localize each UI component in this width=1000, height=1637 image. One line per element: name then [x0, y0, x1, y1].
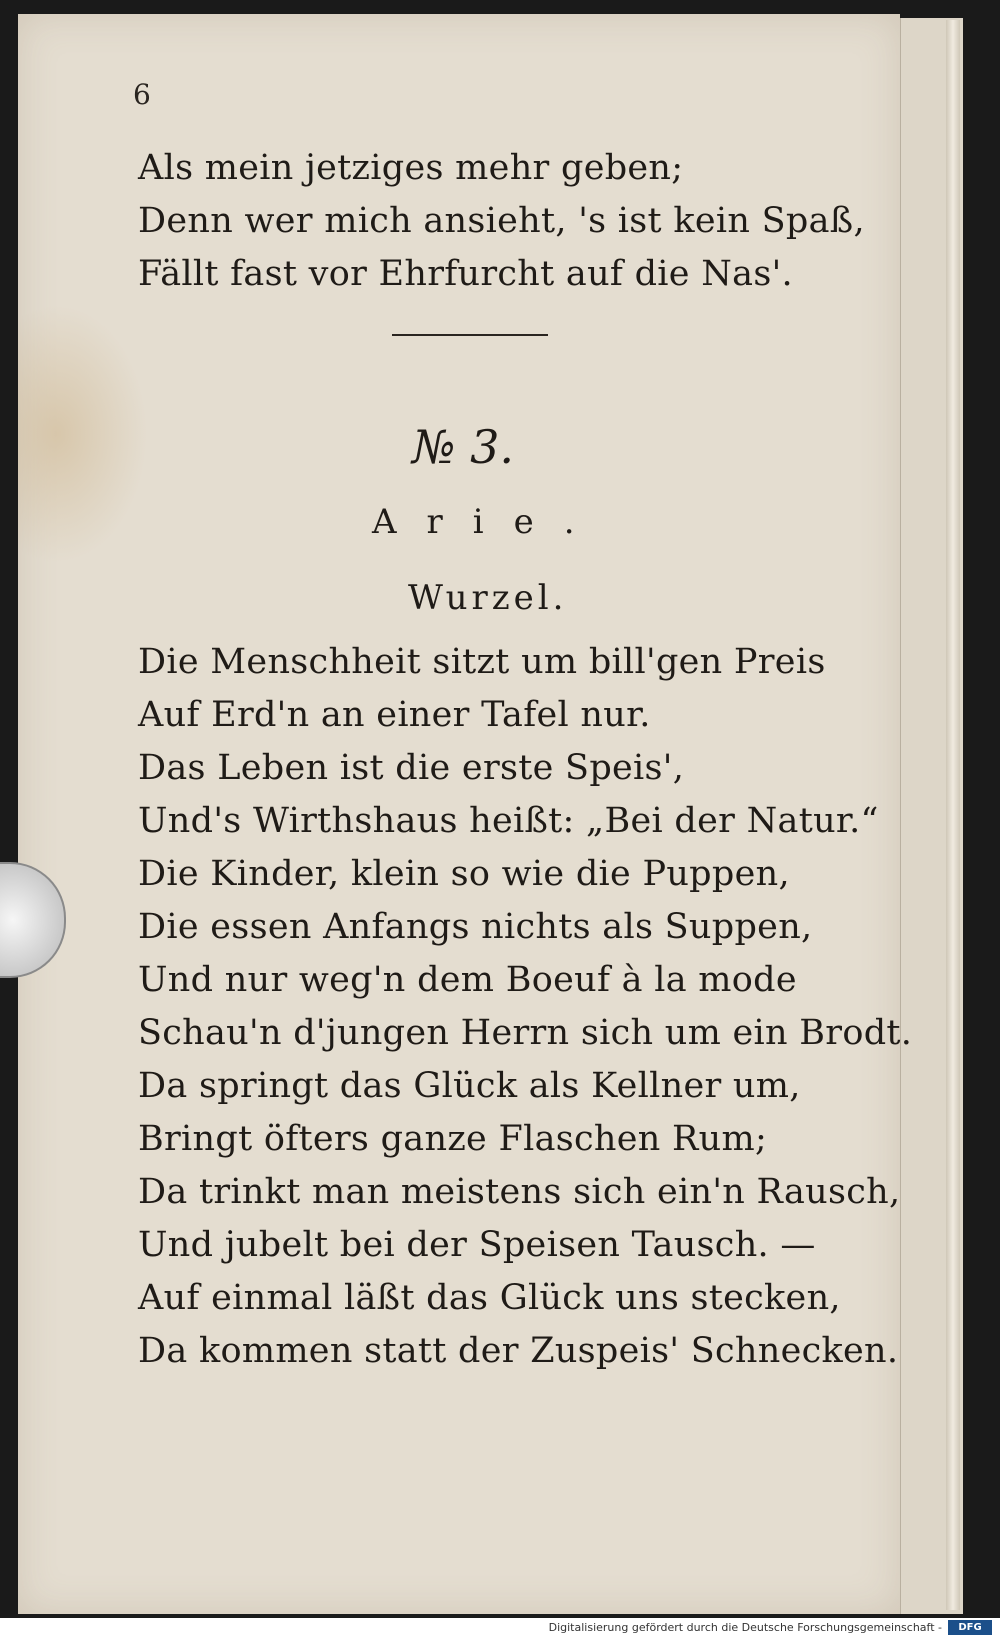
- section-type: Arie.: [372, 502, 605, 542]
- verse-line: Schau'n d'jungen Herrn sich um ein Brodt.: [138, 1013, 913, 1053]
- speaker-name: Wurzel.: [408, 578, 568, 618]
- page-number: 6: [133, 78, 151, 111]
- verse-line: Auf Erd'n an einer Tafel nur.: [138, 695, 651, 735]
- verse-line: Als mein jetziges mehr geben;: [138, 148, 684, 188]
- verse-line: Und's Wirthshaus heißt: „Bei der Natur.“: [138, 801, 879, 841]
- verse-line: Die essen Anfangs nichts als Suppen,: [138, 907, 813, 947]
- verse-line: Fällt fast vor Ehrfurcht auf die Nas'.: [138, 254, 793, 294]
- verse-line: Und nur weg'n dem Boeuf à la mode: [138, 960, 797, 1000]
- top-verse: [138, 142, 865, 301]
- verse-line: Da trinkt man meistens sich ein'n Rausch,: [138, 1172, 901, 1212]
- verse-line: Das Leben ist die erste Speis',: [138, 748, 685, 788]
- verse-line: Und jubelt bei der Speisen Tausch. —: [138, 1225, 816, 1265]
- verse-line: Bringt öfters ganze Flaschen Rum;: [138, 1119, 768, 1159]
- section-number: № 3.: [412, 420, 515, 474]
- dfg-logo: DFG: [948, 1620, 992, 1635]
- verse-line: Da kommen statt der Zuspeis' Schnecken.: [138, 1331, 899, 1371]
- verse-line: Da springt das Glück als Kellner um,: [138, 1066, 801, 1106]
- verse-line: Die Menschheit sitzt um bill'gen Preis: [138, 642, 826, 682]
- footer-credit: Digitalisierung gefördert durch die Deutsche Forschungsgemeinschaft -: [548, 1621, 942, 1634]
- paper-stain: [18, 304, 148, 564]
- aria-verse: [138, 636, 912, 1378]
- verse-line: Die Kinder, klein so wie die Puppen,: [138, 854, 790, 894]
- verse-line: Auf einmal läßt das Glück uns stecken,: [138, 1278, 841, 1318]
- page-edge: [946, 20, 960, 1610]
- section-divider: [392, 334, 548, 336]
- verse-line: Denn wer mich ansieht, 's ist kein Spaß,: [138, 201, 865, 241]
